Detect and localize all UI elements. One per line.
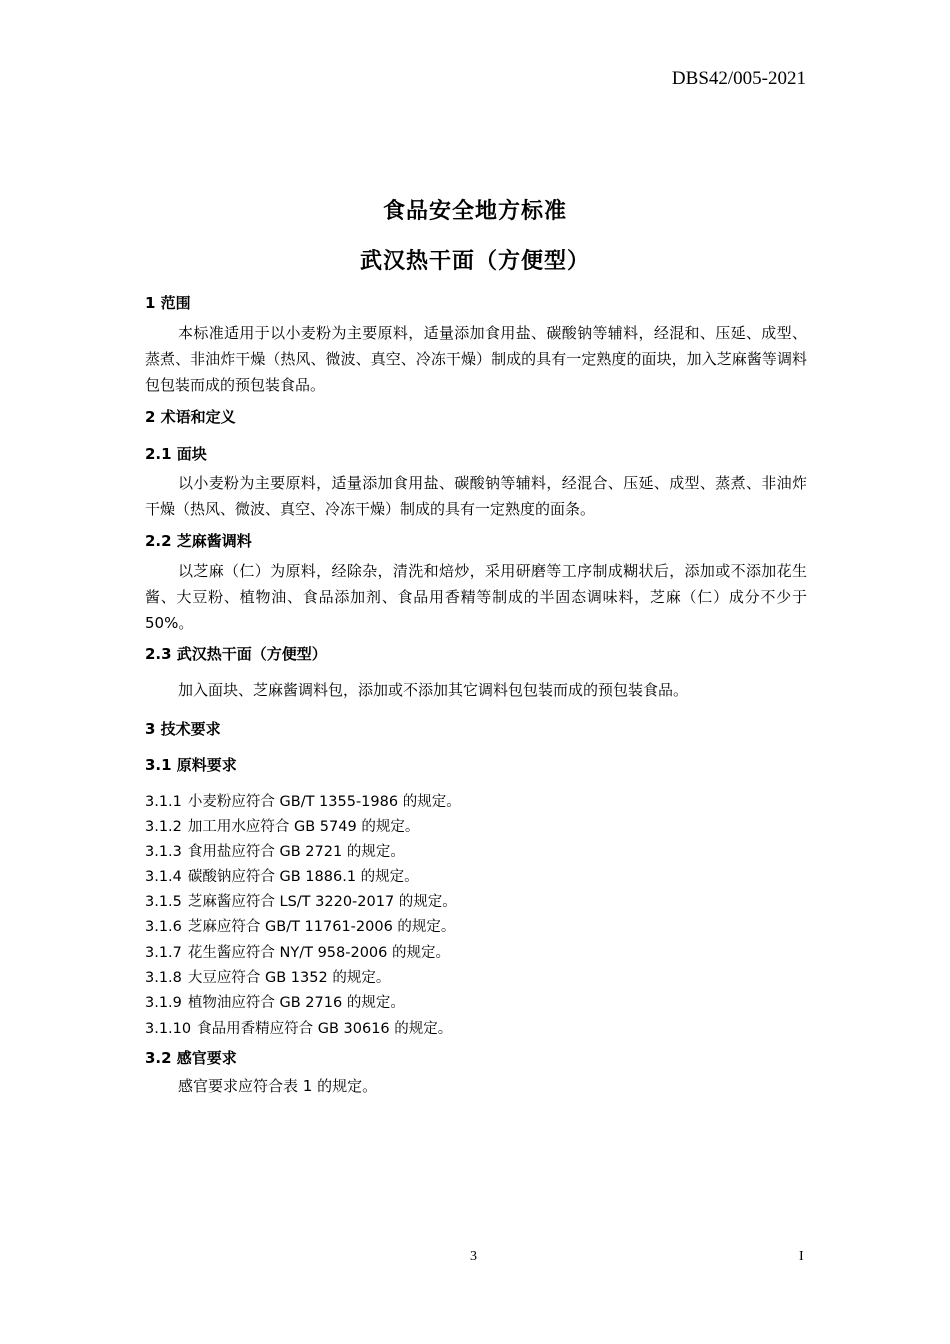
section-2-2-heading: 2.2 芝麻酱调料 [145,532,252,550]
item-number: 3.1.9 [145,995,182,1011]
section-2-3-paragraph: 加入面块、芝麻酱调料包，添加或不添加其它调料包包装而成的预包装食品。 [178,681,689,699]
roman-page-marker: I [799,1249,804,1264]
item-number: 3.1.6 [145,919,182,935]
item-number: 3.1.4 [145,869,182,885]
page-number: 3 [470,1249,477,1264]
section-2-2-paragraph: 以芝麻（仁）为原料，经除杂，清洗和焙炒，采用研磨等工序制成糊状后，添加或不添加花生酱、大豆粉、植物油、食品添加剂、食品用香精等制成的半固态调味料，芝麻（仁）成分不少于 50%。 [145,562,807,632]
item-number: 3.1.3 [145,844,182,860]
section-3-2-heading: 3.2 感官要求 [145,1049,237,1067]
section-2-3-heading: 2.3 武汉热干面（方便型） [145,645,327,663]
item-number: 3.1.5 [145,894,182,910]
item-text: 碳酸钠应符合 GB 1886.1 的规定。 [187,869,419,885]
section-1-heading: 1 范围 [145,294,191,312]
list-item [145,941,450,962]
section-2-1-paragraph: 以小麦粉为主要原料，适量添加食用盐、碳酸钠等辅料，经混合、压延、成型、蒸煮、非油炸干燥（热风、微波、真空、冷冻干燥）制成的具有一定熟度的面条。 [145,474,807,518]
list-item [145,915,455,936]
item-text: 大豆应符合 GB 1352 的规定。 [187,970,391,986]
list-item [145,991,405,1012]
list-item [145,890,457,911]
list-item [145,1017,452,1038]
list-item [145,865,419,886]
list-item [145,966,390,987]
item-text: 加工用水应符合 GB 5749 的规定。 [187,819,420,835]
item-number: 3.1.8 [145,970,182,986]
item-text: 花生酱应符合 NY/T 958-2006 的规定。 [187,945,450,961]
item-text: 芝麻酱应符合 LS/T 3220-2017 的规定。 [187,894,457,910]
item-number: 3.1.2 [145,819,182,835]
item-text: 芝麻应符合 GB/T 11761-2006 的规定。 [187,919,456,935]
section-3-2-paragraph: 感官要求应符合表 1 的规定。 [178,1077,378,1095]
item-text: 植物油应符合 GB 2716 的规定。 [187,995,405,1011]
document-subtitle: 武汉热干面（方便型） [359,249,590,274]
section-1-paragraph: 本标准适用于以小麦粉为主要原料，适量添加食用盐、碳酸钠等辅料，经混和、压延、成型、蒸煮、非油炸干燥（热风、微波、真空、冷冻干燥）制成的具有一定熟度的面块，加入芝麻酱等调料包包装而成的预包装食品。 [145,324,807,394]
list-item [145,815,419,836]
item-number: 3.1.10 [145,1021,192,1037]
section-2-heading: 2 术语和定义 [145,408,236,426]
item-text: 食品用香精应符合 GB 30616 的规定。 [197,1021,453,1037]
item-text: 食用盐应符合 GB 2721 的规定。 [187,844,405,860]
section-3-heading: 3 技术要求 [145,720,221,738]
document-title: 食品安全地方标准 [382,199,567,224]
list-item [145,840,405,861]
list-item [145,790,461,811]
document-code: DBS42/005-2021 [671,68,806,89]
item-text: 小麦粉应符合 GB/T 1355-1986 的规定。 [187,794,461,810]
item-number: 3.1.1 [145,794,182,810]
section-2-1-heading: 2.1 面块 [145,445,207,463]
item-number: 3.1.7 [145,945,182,961]
section-3-1-heading: 3.1 原料要求 [145,756,237,774]
